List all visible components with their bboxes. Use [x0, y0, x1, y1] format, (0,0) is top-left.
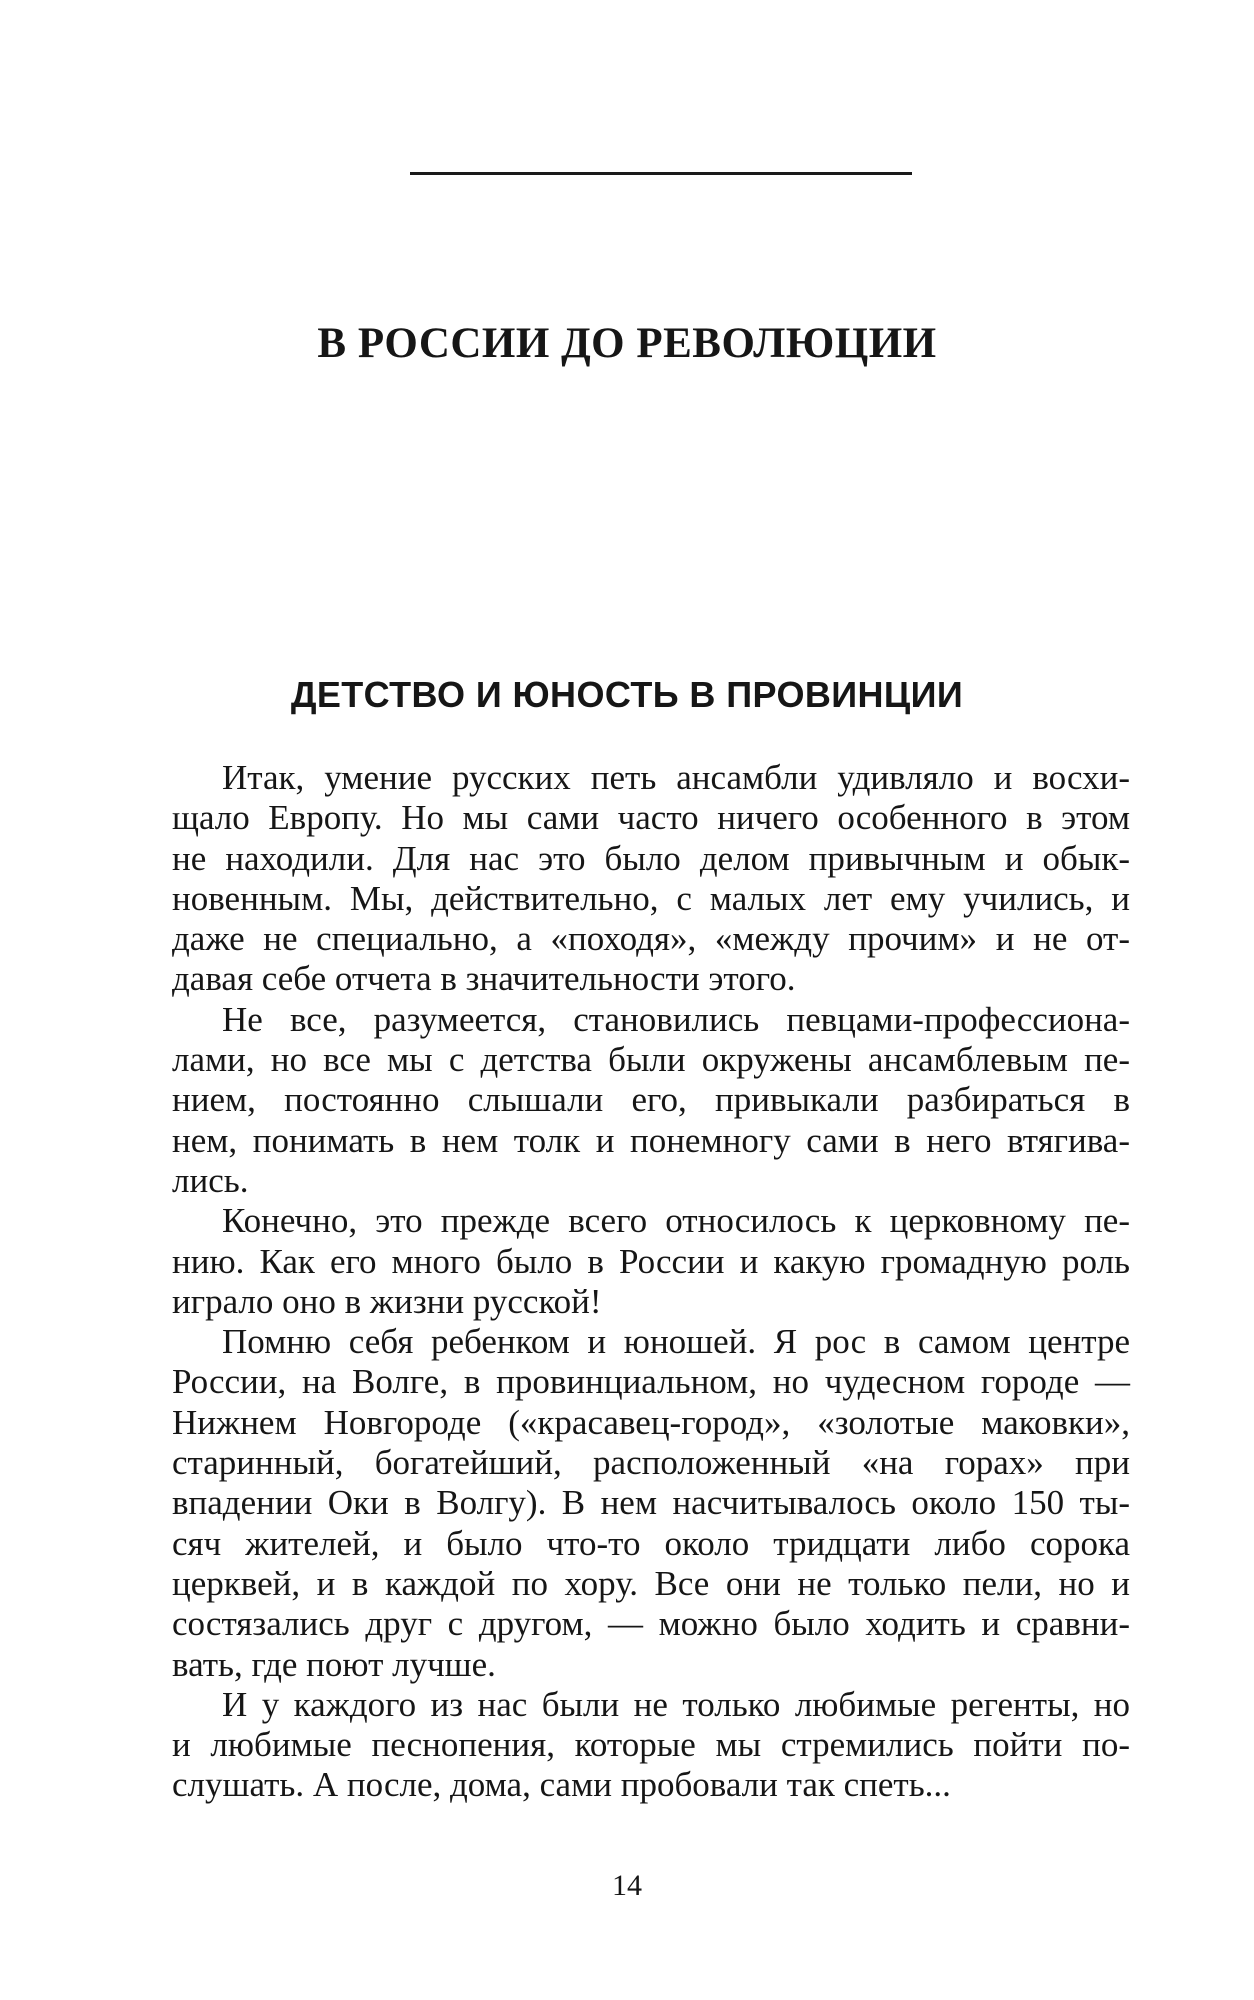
text-line: Нижнем Новгороде («красавец-город», «золотые маковки»,: [172, 1402, 1130, 1442]
header-rule: [410, 172, 912, 175]
part-title: В РОССИИ ДО РЕВОЛЮЦИИ: [317, 320, 937, 367]
text-line: новенным. Мы, действительно, с малых лет ему учились, и: [172, 878, 1130, 918]
text-line: Не все, разумеется, становились певцами-профессиона-: [222, 999, 1130, 1039]
paragraph-4: [172, 1322, 1130, 1685]
chapter-body: [172, 758, 1130, 1806]
text-line: сяч жителей, и было что-то около тридцати либо сорока: [172, 1523, 1130, 1563]
text-line: играло оно в жизни русской!: [172, 1281, 602, 1321]
paragraph-1: [172, 758, 1130, 1000]
text-line: вать, где поют лучше.: [172, 1644, 496, 1684]
text-line: щало Европу. Но мы сами часто ничего особенного в этом: [172, 798, 1130, 838]
text-line: церквей, и в каждой по хору. Все они не только пели, но и: [172, 1563, 1130, 1603]
paragraph-2: [172, 1000, 1130, 1201]
text-line: Итак, умение русских петь ансамбли удивляло и восхи-: [222, 758, 1130, 797]
text-line: лами, но все мы с детства были окружены ансамблевым пе-: [172, 1040, 1130, 1080]
text-line: нем, понимать в нем толк и понемногу сами в него втягива-: [172, 1120, 1130, 1160]
text-line: слушать. А после, дома, сами пробовали так спеть...: [172, 1765, 951, 1805]
text-line: и любимые песнопения, которые мы стремились пойти по-: [172, 1725, 1130, 1765]
text-line: впадении Оки в Волгу). В нем насчитывалось около 150 ты-: [172, 1483, 1130, 1523]
text-line: России, на Волге, в провинциальном, но чудесном городе —: [172, 1362, 1130, 1402]
paragraph-5: [172, 1685, 1130, 1806]
paragraph-3: [172, 1201, 1130, 1322]
text-line: нием, постоянно слышали его, привыкали разбираться в: [172, 1080, 1130, 1120]
page-number: 14: [612, 1869, 642, 1902]
text-line: состязались друг с другом, — можно было ходить и сравни-: [172, 1604, 1130, 1644]
text-line: старинный, богатейший, расположенный «на горах» при: [172, 1443, 1130, 1483]
text-line: нию. Как его много было в России и какую громадную роль: [172, 1241, 1130, 1281]
text-line: лись.: [172, 1160, 249, 1200]
text-line: И у каждого из нас были не только любимые регенты, но: [222, 1684, 1130, 1724]
text-line: Конечно, это прежде всего относилось к церковному пе-: [222, 1201, 1130, 1241]
text-line: не находили. Для нас это было делом привычным и обык-: [172, 838, 1130, 878]
text-line: даже не специально, а «походя», «между прочим» и не от-: [172, 919, 1130, 959]
text-line: давая себе отчета в значительности этого.: [172, 959, 796, 999]
chapter-title: ДЕТСТВО И ЮНОСТЬ В ПРОВИНЦИИ: [290, 674, 964, 715]
text-line: Помню себя ребенком и юношей. Я рос в самом центре: [222, 1322, 1130, 1362]
